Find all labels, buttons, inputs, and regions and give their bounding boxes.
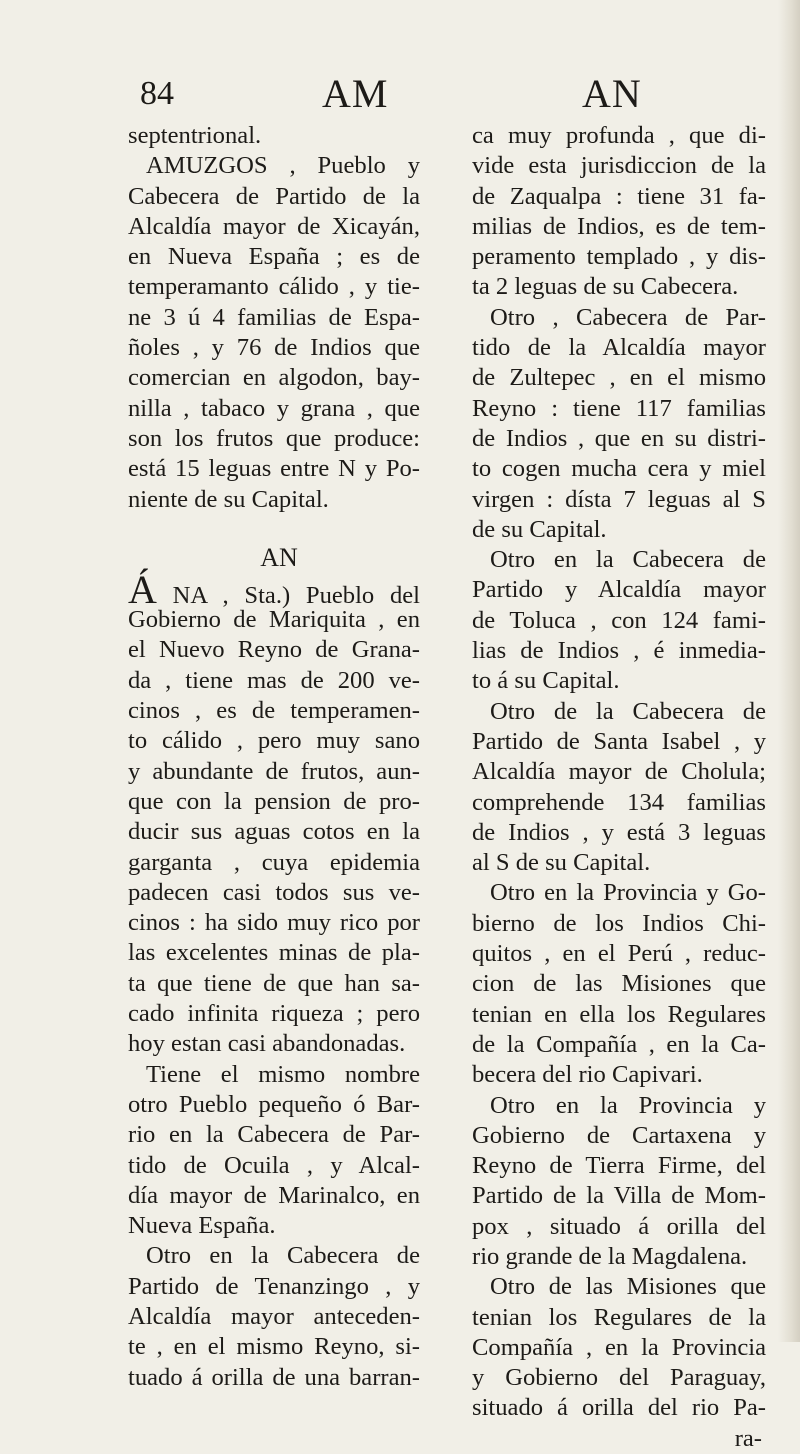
text-line: Nueva España. [128, 1212, 276, 1240]
text-line: Otro en la Provincia y Go- [490, 879, 766, 907]
text-line: becera del rio Capivari. [472, 1061, 703, 1089]
text-line: to cálido , pero muy sano [128, 727, 420, 755]
text-line: rio en la Cabecera de Par- [128, 1121, 420, 1149]
text-line: milias de Indios, es de tem- [472, 212, 766, 240]
section-heading: AN [260, 542, 298, 572]
text-line: Reyno : tiene 117 familias [472, 394, 766, 422]
text-line: otro Pueblo pequeño ó Bar- [128, 1090, 420, 1118]
text-line: ñoles , y 76 de Indios que [128, 334, 420, 362]
text-line: tido de Ocuila , y Alcal- [128, 1151, 420, 1179]
text-line: Reyno de Tierra Firme, del [472, 1152, 766, 1180]
text-line: padecen casi todos sus ve- [128, 878, 420, 906]
text-line: tenian en ella los Regulares [472, 1000, 766, 1028]
text-line: to cogen mucha cera y miel [472, 455, 766, 483]
text-line: Tiene el mismo nombre [146, 1060, 420, 1088]
text-line: Otro en la Cabecera de [146, 1242, 420, 1270]
left-column [128, 121, 420, 1393]
text-line: garganta , cuya epidemia [128, 848, 420, 876]
text-line: Otro de la Cabecera de [490, 697, 766, 725]
text-line: pox , situado á orilla del [472, 1212, 766, 1240]
text-line: Otro de las Misiones que [490, 1273, 766, 1301]
text-line: te , en el mismo Reyno, si- [128, 1333, 420, 1361]
text-line: virgen : dísta 7 leguas al S [472, 485, 766, 513]
text-line: Otro en la Provincia y [490, 1091, 766, 1119]
text-line: Compañía , en la Provincia [472, 1333, 766, 1361]
text-line: nilla , tabaco y grana , que [128, 394, 420, 422]
page-header [0, 71, 800, 124]
text-line: cinos , es de temperamen- [128, 697, 420, 725]
text-line: está 15 leguas entre N y Po- [128, 455, 420, 483]
text-line: ne 3 ú 4 familias de Espa- [128, 303, 420, 331]
running-head-right: AN [582, 71, 642, 116]
page-number: 84 [140, 75, 174, 112]
text-line: cado infinita riqueza ; pero [128, 1000, 420, 1028]
text-line: vide esta jurisdiccion de la [472, 152, 766, 180]
text-line: ca muy profunda , que di- [472, 122, 766, 149]
text-line: Alcaldía mayor de Xicayán, [128, 212, 420, 240]
text-line: de su Capital. [472, 515, 607, 543]
section-gap [128, 515, 420, 541]
text-line: tuado á orilla de una barran- [128, 1363, 420, 1391]
text-line: to á su Capital. [472, 667, 620, 695]
text-line: comprehende 134 familias [472, 788, 766, 816]
page-edge [778, 0, 800, 1342]
catchword: ra- [734, 1424, 762, 1452]
text-line: da , tiene mas de 200 ve- [128, 666, 420, 694]
text-line: y abundante de frutos, aun- [128, 757, 420, 785]
text-line: hoy estan casi abandonadas. [128, 1030, 406, 1058]
text-line: Gobierno de Cartaxena y [472, 1121, 766, 1149]
text-line: cinos : ha sido muy rico por [128, 909, 420, 937]
text-line: de Zaqualpa : tiene 31 fa- [472, 182, 766, 210]
text-line: Partido de Tenanzingo , y [128, 1272, 420, 1300]
text-line: las excelentes minas de pla- [128, 939, 420, 967]
text-line: son los frutos que produce: [128, 424, 420, 452]
text-line: el Nuevo Reyno de Grana- [128, 636, 420, 664]
entry-heading-line: AMUZGOS , Pueblo y [146, 152, 420, 180]
text-line: niente de su Capital. [128, 485, 329, 513]
text-line: tenian los Regulares de la [472, 1303, 766, 1331]
text-line: cion de las Misiones que [472, 970, 766, 998]
text-line: temperamanto cálido , y tie- [128, 273, 420, 301]
text-line: de Indios , y está 3 leguas [472, 818, 766, 846]
text-line: comercian en algodon, bay- [128, 364, 420, 392]
text-line: rio grande de la Magdalena. [472, 1242, 748, 1270]
text-line: quitos , en el Perú , reduc- [472, 940, 766, 968]
text-line: ta que tiene de que han sa- [128, 969, 420, 997]
text-line: en Nueva España ; es de [128, 243, 420, 271]
text-line: bierno de los Indios Chi- [472, 909, 766, 937]
text-line: Otro , Cabecera de Par- [490, 303, 766, 331]
text-line: situado á orilla del rio Pa- [472, 1394, 766, 1422]
text-line: día mayor de Marinalco, en [128, 1181, 420, 1209]
text-line: peramento templado , y dis- [472, 243, 766, 271]
text-line: que con la pension de pro- [128, 787, 420, 815]
text-line: Alcaldía mayor anteceden- [128, 1302, 420, 1330]
text-line: tido de la Alcaldía mayor [472, 334, 766, 362]
drop-cap: Á [128, 566, 157, 612]
text-line: ta 2 leguas de su Cabecera. [472, 273, 739, 301]
text-line: lias de Indios , é inmedia- [472, 637, 766, 665]
text-line: Alcaldía mayor de Cholula; [472, 758, 766, 786]
text-line: de Toluca , con 124 fami- [472, 606, 766, 634]
text-line: Cabecera de Partido de la [128, 182, 420, 210]
text-line: ducir sus aguas cotos en la [128, 818, 420, 846]
entry-heading-line [128, 566, 420, 612]
text-line: Partido y Alcaldía mayor [472, 576, 766, 604]
text-line: Gobierno de Mariquita , en [128, 606, 420, 634]
running-head-left: AM [322, 71, 389, 116]
text-line: al S de su Capital. [472, 849, 651, 877]
text-line: Otro en la Cabecera de [490, 546, 766, 574]
text-line: septentrional. [128, 122, 262, 149]
text-line: Partido de la Villa de Mom- [472, 1182, 766, 1210]
entry-heading-text: NA , Sta.) Pueblo del [172, 581, 420, 609]
text-line: y Gobierno del Paraguay, [472, 1364, 766, 1392]
text-line: de Zultepec , en el mismo [472, 364, 766, 392]
right-column [472, 121, 766, 1454]
text-line: de Indios , que en su distri- [472, 424, 766, 452]
text-line: Partido de Santa Isabel , y [472, 727, 766, 755]
text-line: de la Compañía , en la Ca- [472, 1030, 766, 1058]
